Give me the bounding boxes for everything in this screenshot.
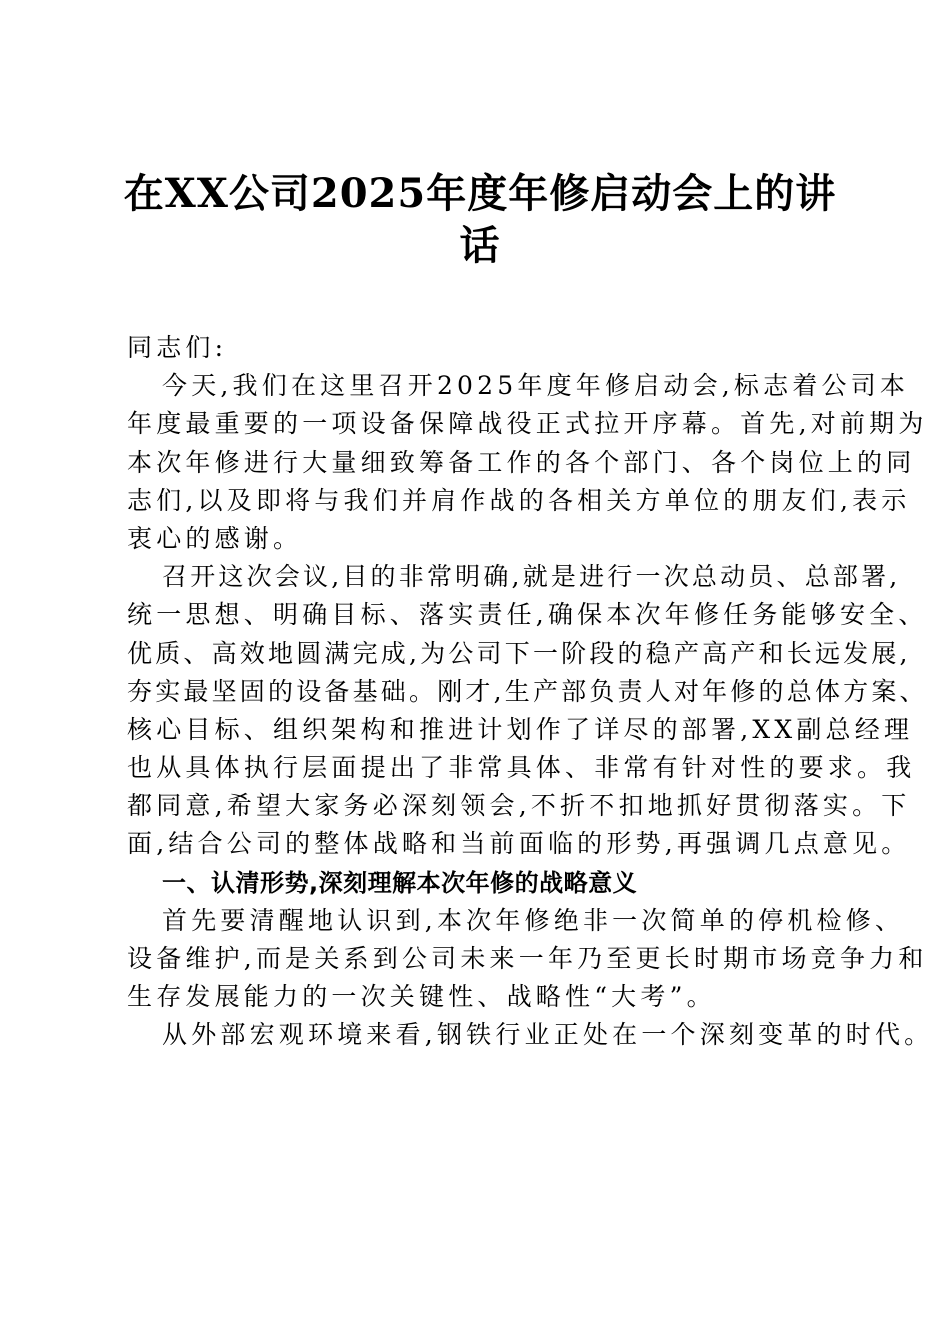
paragraph-line: 本次年修进行大量细致筹备工作的各个部门、各个岗位上的同 <box>127 447 916 477</box>
paragraph-line: 设备维护,而是关系到公司未来一年乃至更长时期市场竞争力和 <box>127 944 928 973</box>
salutation: 同志们: <box>127 333 228 362</box>
document-body <box>127 329 934 1055</box>
paragraph-line: 也从具体执行层面提出了非常具体、非常有针对性的要求。我 <box>127 753 916 783</box>
paragraph-2 <box>127 558 928 864</box>
paragraph-line: 优质、高效地圆满完成,为公司下一阶段的稳产高产和长远发展, <box>127 638 911 668</box>
paragraph-line: 年度最重要的一项设备保障战役正式拉开序幕。首先,对前期为 <box>127 409 928 439</box>
paragraph-line: 今天,我们在这里召开2025年度年修启动会,标志着公司本 <box>162 371 910 401</box>
paragraph-1 <box>127 367 928 558</box>
paragraph-line: 都同意,希望大家务必深刻领会,不折不扣地抓好贯彻落实。下 <box>127 791 911 821</box>
paragraph-line: 夯实最坚固的设备基础。刚才,生产部负责人对年修的总体方案、 <box>127 676 928 706</box>
paragraph-line: 统一思想、明确目标、落实责任,确保本次年修任务能够安全、 <box>127 600 928 630</box>
paragraph-line: 从外部宏观环境来看,钢铁行业正处在一个深刻变革的时代。 <box>162 1020 934 1050</box>
paragraph-line: 生存发展能力的一次关键性、战略性“大考”。 <box>127 982 716 1012</box>
document-title <box>120 168 840 272</box>
section-heading: 一、认清形势,深刻理解本次年修的战略意义 <box>162 868 638 897</box>
paragraph-line: 面,结合公司的整体战略和当前面临的形势,再强调几点意见。 <box>127 829 911 859</box>
title-line-2: 话 <box>459 222 501 269</box>
title-line-1: 在XX公司2025年度年修启动会上的讲 <box>123 170 837 217</box>
paragraph-line: 核心目标、组织架构和推进计划作了详尽的部署,XX副总经理 <box>127 714 914 744</box>
paragraph-line: 志们,以及即将与我们并肩作战的各相关方单位的朋友们,表示 <box>127 485 911 515</box>
paragraph-line: 衷心的感谢。 <box>127 523 303 553</box>
section-paragraph-1 <box>127 902 928 1017</box>
paragraph-line: 召开这次会议,目的非常明确,就是进行一次总动员、总部署, <box>162 562 901 592</box>
paragraph-line: 首先要清醒地认识到,本次年修绝非一次简单的停机检修、 <box>162 905 905 935</box>
section-paragraph-2 <box>127 1016 934 1054</box>
